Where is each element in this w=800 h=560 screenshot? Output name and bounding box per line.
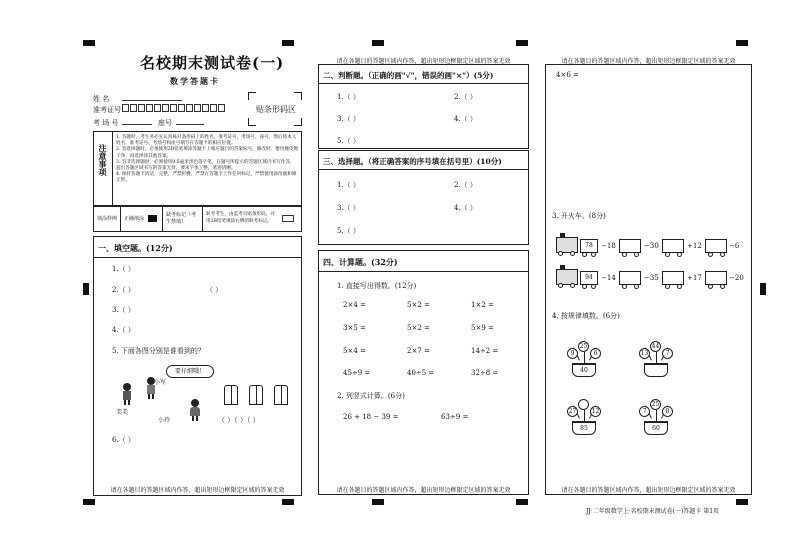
speech-text: 要仔细哦！ — [174, 368, 205, 375]
train-wagon-blank[interactable] — [705, 239, 727, 253]
exam-title: 名校期末测试卷(一) — [140, 54, 285, 72]
section1-title: 一、填空题。(12分) — [98, 243, 173, 253]
registration-mark — [372, 499, 384, 505]
judge-answer[interactable]: 1.（ ） — [337, 93, 360, 101]
train-op: −6 — [729, 242, 740, 250]
flower-number: 44 — [651, 343, 660, 350]
train-wagon: 94 — [580, 271, 598, 285]
absent-label: 缺考标记（考生禁填） — [166, 212, 197, 225]
choice-answer[interactable]: 3.（ ） — [337, 204, 360, 212]
absent-checkbox[interactable] — [282, 215, 294, 222]
question-4x6[interactable]: 4×6 = — [556, 71, 579, 79]
exam-subtitle: 数学答题卡 — [170, 76, 220, 86]
flower-number: 8 — [662, 406, 673, 417]
jacket-icon — [224, 385, 238, 405]
section2-panel — [318, 64, 529, 149]
registration-mark — [760, 283, 766, 295]
section4-panel — [318, 250, 529, 495]
calc-item[interactable]: 3×5 = — [343, 324, 366, 332]
question-q5: 5. 下面各图分别是谁看到的？ — [112, 347, 205, 355]
note-item: 1. 答题时，考生务必先认真核对条形码上的姓名，准考证号，考场号，座号，然后将本人姓名、准考证号、考场号和座号填写在答题卡的相应位置。 — [116, 135, 297, 147]
registration-mark — [83, 283, 89, 295]
flower-number: 25 — [651, 401, 660, 408]
choice-answer[interactable]: 5.（ ） — [337, 227, 360, 235]
calc-item[interactable]: 5×4 = — [343, 347, 366, 355]
calc2-item[interactable]: 26 + 18 − 39 = — [343, 413, 399, 421]
registration-mark — [372, 40, 384, 46]
calc-item[interactable]: 5×9 = — [471, 324, 494, 332]
flower-number-blank[interactable] — [578, 399, 589, 410]
correct-fill-sample — [148, 215, 157, 222]
section2-title: 二、判断题。（正确的画"√"，错误的画"×"）(5分) — [323, 71, 494, 80]
calc-item[interactable]: 5×2 = — [407, 324, 430, 332]
calc-item[interactable]: 2×4 = — [343, 301, 366, 309]
notice-header: 请在各题目的答题区域内作答，超出矩形边框限定区域的答案无效 — [561, 58, 736, 65]
calc-item[interactable]: 1×2 = — [471, 301, 494, 309]
room-number-label: 考 场 号 — [93, 119, 119, 127]
answer-q3[interactable]: 3.（ ） — [112, 306, 135, 314]
calc1-title: 1. 直接写出得数。(12分) — [337, 282, 417, 290]
train-wagon-blank[interactable] — [662, 271, 684, 285]
flower-pot: 85 — [572, 421, 596, 435]
registration-mark — [736, 499, 748, 505]
section3-panel — [318, 150, 529, 245]
kid-label: 美美 — [116, 409, 129, 416]
train-wagon-blank[interactable] — [619, 271, 641, 285]
registration-mark — [282, 499, 294, 505]
answer-q2a[interactable]: 2.（ ） — [112, 286, 135, 294]
train-title: 3. 开火车。(8分) — [552, 212, 606, 220]
train-op: +17 — [687, 274, 702, 282]
registration-mark — [736, 40, 748, 46]
notes-title: 注意事项 — [98, 144, 108, 176]
calc-item[interactable]: 14÷2 = — [471, 347, 499, 355]
flower-number: 13 — [640, 350, 649, 357]
registration-mark — [516, 499, 528, 505]
speech-bubble — [166, 365, 214, 378]
fill-example-row — [93, 206, 302, 232]
calc2-item[interactable]: 63÷9 = — [441, 413, 469, 421]
registration-mark — [83, 40, 95, 46]
registration-mark — [282, 40, 294, 46]
flower-number: 7 — [639, 406, 650, 417]
train-op: −20 — [729, 274, 744, 282]
judge-answer[interactable]: 4.（ ） — [454, 115, 477, 123]
answer-q1[interactable]: 1.（ ） — [112, 265, 135, 273]
train-op: −30 — [644, 242, 659, 250]
pattern-title: 4. 按规律填数。(6分) — [552, 312, 620, 320]
train-op: −18 — [601, 242, 616, 250]
judge-answer[interactable]: 3.（ ） — [337, 115, 360, 123]
jacket-icon — [249, 385, 263, 405]
notice-footer: 请在各题目的答题区域内作答，超出矩形边框限定区域的答案无效 — [110, 487, 285, 494]
calc-item[interactable]: 5×2 = — [407, 301, 430, 309]
barcode-area — [248, 92, 302, 126]
note-item: 2. 答选择题时，必须使用2B铅笔填涂答题卡上相应题目的答案标号，修改时，要用橡皮擦干净，再选择涂其他答案。 — [116, 147, 299, 159]
notes-list — [116, 135, 299, 185]
barcode-label: 贴条形码区 — [256, 105, 296, 114]
train-wagon: 78 — [580, 239, 598, 253]
name-label: 姓 名 — [93, 95, 110, 103]
flower-number: 25 — [579, 343, 588, 350]
page-footer: JJ·二年级数学上·名校期末测试卷(一)答题卡 第1页 — [586, 508, 720, 515]
calc-item[interactable]: 32÷8 = — [471, 369, 499, 377]
notice-header: 请在各题目的答题区域内作答，超出矩形边框限定区域的答案无效 — [336, 58, 511, 65]
judge-answer[interactable]: 5.（ ） — [337, 137, 360, 145]
notes-box — [93, 131, 302, 206]
section3-title: 三、选择题。（将正确答案的序号填在括号里）(10分) — [323, 157, 502, 166]
calc2-title: 2. 列竖式计算。(6分) — [337, 392, 405, 400]
answer-q5-blanks[interactable]: （ ）（ ）（ ） — [218, 416, 260, 424]
flower-pot-blank[interactable] — [644, 363, 668, 377]
train-wagon-blank[interactable] — [705, 271, 727, 285]
answer-q6[interactable]: 6.（ ） — [112, 436, 135, 444]
choice-answer[interactable]: 2.（ ） — [454, 181, 477, 189]
answer-q2b[interactable]: （ ） — [206, 286, 223, 294]
kid-label: 小玲 — [158, 417, 171, 424]
train-wagon-blank[interactable] — [662, 239, 684, 253]
calc-item[interactable]: 45÷9 = — [343, 369, 371, 377]
calc-item[interactable]: 2×7 = — [407, 347, 430, 355]
seat-field[interactable] — [176, 117, 204, 125]
fill-example-label: 填涂样例 — [97, 216, 118, 222]
jacket-icon — [274, 385, 288, 405]
notice-footer: 请在各题目的答题区域内作答，超出矩形边框限定区域的答案无效 — [561, 487, 736, 494]
flower-number: 12 — [591, 408, 600, 415]
correct-fill-label: 正确填涂 — [124, 216, 145, 222]
kid-figure — [122, 383, 132, 405]
judge-answer[interactable]: 2.（ ） — [454, 93, 477, 101]
section4-title: 四、计算题。(32分) — [323, 257, 398, 267]
section1-panel — [93, 236, 302, 496]
train-op: −35 — [644, 274, 659, 282]
flower-pot: 40 — [572, 363, 596, 377]
seat-label: 座号 — [158, 119, 172, 127]
name-field[interactable] — [122, 93, 182, 101]
flower-number: 7 — [662, 348, 673, 359]
absent-note: 缺考考生，由监考员贴条形码，并用2B铅笔填涂右侧的缺考标记。 — [206, 212, 275, 224]
exam-number-label: 准考证号 — [93, 106, 121, 114]
room-number-field[interactable] — [122, 117, 152, 125]
calc-item[interactable]: 40÷5 = — [407, 369, 435, 377]
flower-pot: 60 — [644, 421, 668, 435]
answer-q4[interactable]: 4.（ ） — [112, 326, 135, 334]
kid-label: 小军 — [154, 379, 167, 386]
registration-mark — [83, 499, 95, 505]
flower-number: 27 — [568, 408, 577, 415]
registration-mark — [516, 40, 528, 46]
note-item: 4. 保持答题卡清洁，完整，严禁折叠，严禁在答题卡上作任何标记，严禁使用涂改液和修正带。 — [116, 172, 297, 184]
choice-answer[interactable]: 1.（ ） — [337, 181, 360, 189]
flower-number: 9 — [567, 348, 578, 359]
note-item: 3. 答非选择题时，必须使用0.5毫米黑色签字笔，在题号所提示的答题区域内书写作答，超出答题区域书写的答案无效。要求字体工整，笔迹清晰。 — [116, 159, 295, 172]
choice-answer[interactable]: 4.（ ） — [454, 204, 477, 212]
flower-number: 6 — [590, 348, 601, 359]
notice-footer: 请在各题目的答题区域内作答，超出矩形边框限定区域的答案无效 — [336, 487, 511, 494]
exam-number-boxes[interactable] — [122, 104, 226, 112]
train-op: −14 — [601, 274, 616, 282]
train-wagon-blank[interactable] — [619, 239, 641, 253]
train-op: +12 — [687, 242, 702, 250]
right-panel — [545, 64, 752, 495]
kid-figure — [190, 399, 200, 421]
